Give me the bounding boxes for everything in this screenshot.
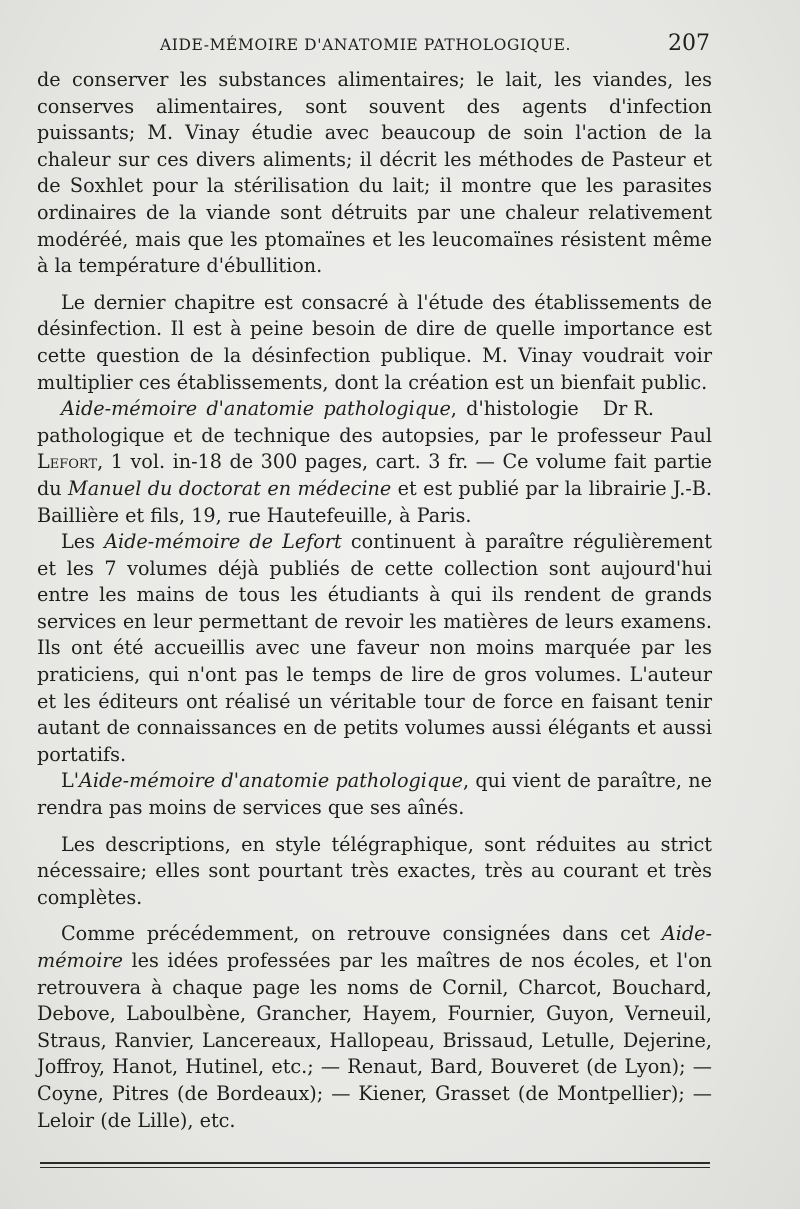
review-signature: Dr R. xyxy=(602,397,654,421)
paragraph-descriptions: Les descriptions, en style télégraphique, sont réduites au strict nécessaire; elles sont pourtant très exactes, très au courant et très complètes. xyxy=(37,832,712,909)
paragraph-food-disinfection: de conserver les substances alimentaires; le lait, les viandes, les conserves alimentaires, sont souvent des agents d'infection puissants; M. Vinay étudie avec beaucoup de soin l'action de la chaleur sur ces divers aliments; il décrit les méthodes de Pasteur et de Soxhlet pour la stérilisation du lait; il montre que les parasites ordinaires de la viande sont détruits par une chaleur relativement modéréé, mais que les ptomaïnes et les leucomaïnes résistent même à la température d'ébullition. xyxy=(37,68,712,278)
collection-title: Aide-mémoire de Lefort xyxy=(104,530,342,554)
paragraph-new-volume: L'Aide-mémoire d'anatomie pathologique, qui vient de paraître, ne rendra pas moins de services que ses aînés. xyxy=(37,769,712,820)
paragraph-masters: Comme précédemment, on retrouve consignées dans cet Aide-mémoire les idées professées par les maîtres de nos écoles, et l'on retrouvera à chaque page les noms de Cornil, Charcot, Bouchard, Debove, Laboulbène, Grancher, Hayem, Fournier, Guyon, Verneuil, Straus, Ranvier, Lancereaux, Hallopeau, Brissaud, Letulle, Dejerine, Joffroy, Hanot, Hutinel, etc.; — Renaut, Bard, Bouveret (de Lyon); — Coyne, Pitres (de Bordeaux); — Kiener, Grasset (de Montpellier); — Leloir (de Lille), etc. xyxy=(37,922,712,1132)
divider-rule-bottom xyxy=(40,1167,710,1168)
article-body xyxy=(37,67,712,1134)
author-name: Lefort xyxy=(37,450,98,474)
book-title: Aide-mémoire d'anatomie pathologique xyxy=(61,397,451,421)
book-title: Aide-mémoire xyxy=(37,922,712,972)
paragraph-collection: Les Aide-mémoire de Lefort continuent à paraître régulièrement et les 7 volumes déjà publiés de cette collection sont aujourd'hui entre les mains de tous les étudiants à qui ils rendent de grands services en leur permettant de revoir les matières de leurs examens. Ils ont été accueillis avec une faveur non moins marquée par les praticiens, qui n'ont pas le temps de lire de gros volumes. L'auteur et les éditeurs ont réalisé un véritable tour de force en faisant tenir autant de connaissances en de petits volumes aussi élégants et aussi portatifs. xyxy=(37,530,712,766)
divider-rule-top xyxy=(40,1162,710,1164)
paragraph-text: Le dernier chapitre est consacré à l'étude des établissements de désinfection. Il est à peine besoin de dire de quelle importance est cette question de la désinfection publique. M. Vinay voudrait voir multiplier ces établissements, dont la création est un bienfait public. xyxy=(37,290,712,394)
series-title: Manuel du doctorat en médecine xyxy=(68,476,392,500)
paragraph-book-reference: Aide-mémoire d'anatomie pathologique, d'histologie pathologique et de technique des autopsies, par le professeur Paul Lefort, 1 vol. in-18 de 300 pages, cart. 3 fr. — Ce volume fait partie du Manuel du doctorat en médecine et est publié par la librairie J.-B. Baillière et fils, 19, rue Hautefeuille, à Paris. xyxy=(37,397,712,527)
page-header xyxy=(38,31,710,60)
running-head: AIDE-MÉMOIRE D'ANATOMIE PATHOLOGIQUE. xyxy=(160,36,572,54)
book-title: Aide-mémoire d'anatomie pathologique xyxy=(79,769,463,793)
page-number: 207 xyxy=(668,31,710,56)
